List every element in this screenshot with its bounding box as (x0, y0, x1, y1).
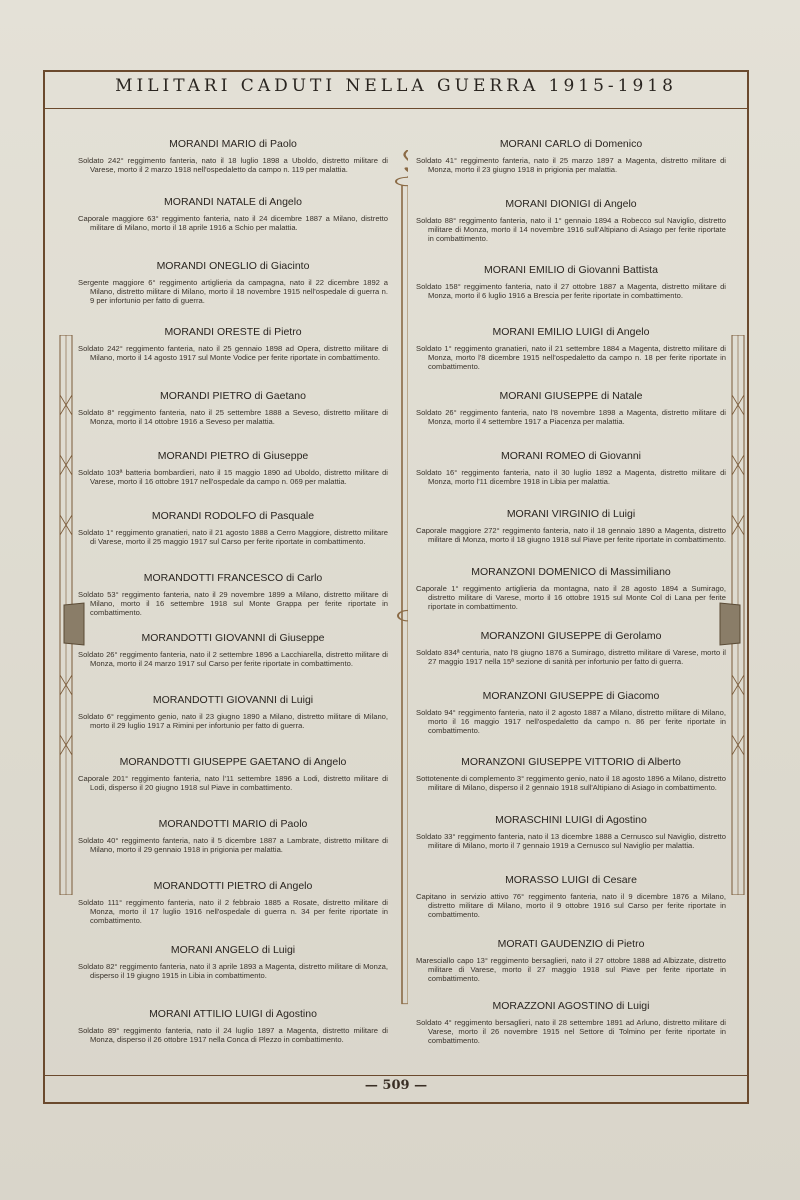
entry-description: Soldato 8° reggimento fanteria, nato il 25 settembre 1888 a Seveso, distretto militare di Monza, morto il 14 ottobre 1916 a Seveso per malattia. (78, 408, 388, 427)
entry (78, 450, 388, 486)
entry (416, 814, 726, 850)
entry-name: MORANDI ORESTE di Pietro (164, 326, 302, 338)
entry (78, 390, 388, 426)
entry-description: Soldato 33° reggimento fanteria, nato il 13 dicembre 1888 a Cernusco sul Naviglio, distretto militare di Milano, morto il 7 gennaio 1919 a Cernusco sul Naviglio per malattia. (416, 832, 726, 851)
entry-name: MORANDOTTI GIOVANNI di Luigi (152, 694, 314, 706)
entry-name: MORANDOTTI PIETRO di Angelo (153, 880, 313, 892)
entry-name: MORANI GIUSEPPE di Natale (499, 390, 643, 402)
entry-name: MORANI VIRGINIO di Luigi (506, 508, 636, 520)
entry-name: MORANZONI DOMENICO di Massimiliano (471, 566, 671, 578)
entry-name: MORANI EMILIO LUIGI di Angelo (492, 326, 650, 338)
header-rule (43, 108, 749, 109)
entry-name: MORANDI PIETRO di Giuseppe (157, 450, 309, 462)
entry (78, 944, 388, 980)
entry (78, 1008, 388, 1044)
entry (416, 566, 726, 612)
entry-name: MORAZZONI AGOSTINO di Luigi (492, 1000, 650, 1012)
entry-description: Soldato 88° reggimento fanteria, nato il 1° gennaio 1894 a Robecco sul Naviglio, distretto militare di Monza, morto il 14 novembre 1916 sull'Altipiano di Asiago per ferite riportate in combattimento. (416, 216, 726, 244)
entry-name: MORANDI ONEGLIO di Giacinto (156, 260, 310, 272)
entry-name: MORANI ANGELO di Luigi (170, 944, 296, 956)
entry (78, 326, 388, 362)
footer-rule (43, 1075, 749, 1076)
entry-description: Soldato 1° reggimento granatieri, nato il 21 agosto 1888 a Cerro Maggiore, distretto militare di Varese, morto il 25 maggio 1917 sul Carso per ferite riportate in combattimento. (78, 528, 388, 547)
entry-name: MORANDOTTI MARIO di Paolo (158, 818, 308, 830)
entry (416, 630, 726, 666)
entry-description: Sottotenente di complemento 3° reggimento genio, nato il 18 agosto 1896 a Milano, distretto militare di Milano, disperso il 2 gennaio 1918 sull'Altipiano di Asiago in combattimento. (416, 774, 726, 793)
entry-name: MORANDI RODOLFO di Pasquale (151, 510, 315, 522)
entry-description: Soldato 242° reggimento fanteria, nato il 25 gennaio 1898 ad Opera, distretto militare di Milano, morto il 14 agosto 1917 sul Monte Vodice per ferite riportate in combattimento. (78, 344, 388, 363)
entry-description: Soldato 26° reggimento fanteria, nato il 2 settembre 1896 a Lacchiarella, distretto militare di Monza, morto il 24 marzo 1917 sul Carso per ferite riportate in combattimento. (78, 650, 388, 669)
entry-name: MORANDI PIETRO di Gaetano (160, 390, 306, 402)
entry (78, 756, 388, 792)
entry (78, 138, 388, 174)
entry (416, 326, 726, 372)
entry-name: MORANDI NATALE di Angelo (164, 196, 302, 208)
entry (78, 572, 388, 618)
entry (78, 632, 388, 668)
entry-description: Soldato 82° reggimento fanteria, nato il 3 aprile 1893 a Magenta, distretto militare di Monza, disperso il 19 giugno 1915 in Libia in combattimento. (78, 962, 388, 981)
entry (78, 818, 388, 854)
entry (78, 694, 388, 730)
entry-name: MORATI GAUDENZIO di Pietro (497, 938, 645, 950)
entry-name: MORANDOTTI FRANCESCO di Carlo (143, 572, 323, 584)
entry-name: MORANI EMILIO di Giovanni Battista (484, 264, 658, 276)
entry-description: Soldato 158° reggimento fanteria, nato il 27 ottobre 1887 a Magenta, distretto militare di Monza, morto il 6 luglio 1916 a Brescia per ferite riportate in combattimento. (416, 282, 726, 301)
entry-description: Soldato 16° reggimento fanteria, nato il 30 luglio 1892 a Magenta, distretto militare di Monza, morto l'11 dicembre 1918 in Libia per malattia. (416, 468, 726, 487)
entry-name: MORANZONI GIUSEPPE di Gerolamo (480, 630, 662, 642)
rosette-icon (398, 610, 408, 620)
entry-description: Caporale 201° reggimento fanteria, nato l'11 settembre 1896 a Lodi, distretto militare di Lodi, disperso il 20 giugno 1918 sul Piave in combattimento. (78, 774, 388, 793)
entry (416, 198, 726, 244)
entry-description: Sergente maggiore 6° reggimento artiglieria da campagna, nato il 22 dicembre 1892 a Milano, distretto militare di Milano, morto il 18 novembre 1915 nell'ospedale di guerra n. 9 per infortunio per fatto di guerra. (78, 278, 388, 306)
entry-description: Soldato 6° reggimento genio, nato il 23 giugno 1890 a Milano, distretto militare di Milano, morto il 29 luglio 1917 a Rimini per infortunio per fatto di guerra. (78, 712, 388, 731)
entry-description: Caporale maggiore 63° reggimento fanteria, nato il 24 dicembre 1887 a Milano, distretto militare di Milano, morto il 18 aprile 1916 a Schio per malattia. (78, 214, 388, 233)
entry-name: MORANI ROMEO di Giovanni (500, 450, 642, 462)
center-divider-ornament (392, 150, 408, 1010)
page-number: — 509 — (364, 1078, 428, 1093)
entry (416, 756, 726, 792)
entry-name: MORANI DIONIGI di Angelo (505, 198, 637, 210)
entry (416, 390, 726, 426)
entry-description: Soldato 834ª centuria, nato l'8 giugno 1876 a Sumirago, distretto militare di Varese, morto il 27 maggio 1917 nella 15ª sezione di sanità per infortunio per fatto di guerra. (416, 648, 726, 667)
entry (416, 450, 726, 486)
entry-description: Soldato 94° reggimento fanteria, nato il 2 agosto 1887 a Milano, distretto militare di Milano, morto il 16 maggio 1917 nell'ospedaletto da campo n. 86 per ferite riportate in combattimento. (416, 708, 726, 736)
entry-description: Soldato 41° reggimento fanteria, nato il 25 marzo 1897 a Magenta, distretto militare di Monza, morto il 23 giugno 1918 in prigionia per malattia. (416, 156, 726, 175)
entry (416, 138, 726, 174)
entry-name: MORANZONI GIUSEPPE VITTORIO di Alberto (461, 756, 681, 768)
entry-name: MORANDI MARIO di Paolo (169, 138, 297, 150)
entry-description: Soldato 40° reggimento fanteria, nato il 5 dicembre 1887 a Lambrate, distretto militare di Milano, morto il 29 gennaio 1918 in prigionia per malattia. (78, 836, 388, 855)
entry-name: MORASSO LUIGI di Cesare (505, 874, 637, 886)
entry-name: MORANDOTTI GIOVANNI di Giuseppe (141, 632, 325, 644)
entry-description: Soldato 4° reggimento bersaglieri, nato il 28 settembre 1891 ad Arluno, distretto militare di Varese, morto il 26 novembre 1915 nel Settore di Tolmino per ferite riportate in combattimento. (416, 1018, 726, 1046)
torch-top-icon (396, 150, 408, 186)
entry (416, 874, 726, 920)
entry (416, 1000, 726, 1046)
entry (416, 508, 726, 544)
entry-description: Soldato 103ª batteria bombardieri, nato il 15 maggio 1890 ad Uboldo, distretto militare di Varese, morto il 16 ottobre 1917 nell'ospedale da campo n. 069 per malattia. (78, 468, 388, 487)
entry-description: Capitano in servizio attivo 76° reggimento fanteria, nato il 9 dicembre 1876 a Milano, distretto militare di Milano, morto il 9 ottobre 1916 sul Carso per ferite riportate in combattimento. (416, 892, 726, 920)
entry-name: MORANZONI GIUSEPPE di Giacomo (482, 690, 660, 702)
entry-description: Soldato 26° reggimento fanteria, nato l'8 novembre 1898 a Magenta, distretto militare di Monza, morto il 4 settembre 1917 a Piacenza per malattia. (416, 408, 726, 427)
entry-name: MORANI CARLO di Domenico (499, 138, 643, 150)
entry-description: Caporale 1° reggimento artiglieria da montagna, nato il 28 agosto 1894 a Sumirago, distretto militare di Varese, morto il 16 ottobre 1915 sul Monte Col di Lana per ferite riportate in combattimento. (416, 584, 726, 612)
entry-description: Caporale maggiore 272° reggimento fanteria, nato il 18 gennaio 1890 a Magenta, distretto militare di Monza, morto il 18 giugno 1918 sul Piave per ferite riportate in combattimento. (416, 526, 726, 545)
entry-description: Soldato 89° reggimento fanteria, nato il 24 luglio 1897 a Magenta, distretto militare di Monza, disperso il 26 ottobre 1917 nella Conca di Plezzo in combattimento. (78, 1026, 388, 1045)
entry (416, 690, 726, 736)
entry (78, 196, 388, 232)
entry-description: Soldato 53° reggimento fanteria, nato il 29 novembre 1899 a Milano, distretto militare di Milano, morto il 16 settembre 1918 sul Monte Grappa per ferite riportate in combattimento. (78, 590, 388, 618)
entry-description: Soldato 1° reggimento granatieri, nato il 21 settembre 1884 a Magenta, distretto militare di Monza, morto l'8 dicembre 1915 nell'ospedaletto da campo n. 18 per ferite riportate in combattimento. (416, 344, 726, 372)
entry (78, 880, 388, 926)
entry (78, 510, 388, 546)
page-title: MILITARI CADUTI NELLA GUERRA 1915-1918 (115, 76, 677, 96)
entry-name: MORASCHINI LUIGI di Agostino (495, 814, 647, 826)
entry-name: MORANI ATTILIO LUIGI di Agostino (149, 1008, 317, 1020)
entry (416, 264, 726, 300)
entry-description: Soldato 242° reggimento fanteria, nato il 18 luglio 1898 a Uboldo, distretto militare di Varese, morto il 2 marzo 1918 nell'ospedaletto da campo n. 119 per malattia. (78, 156, 388, 175)
entry-description: Maresciallo capo 13° reggimento bersaglieri, nato il 27 ottobre 1888 ad Albizzate, distretto militare di Varese, morto il 27 maggio 1918 sul Piave per ferite riportate in combattimento. (416, 956, 726, 984)
entry-name: MORANDOTTI GIUSEPPE GAETANO di Angelo (119, 756, 347, 768)
entry-description: Soldato 111° reggimento fanteria, nato il 2 febbraio 1885 a Rosate, distretto militare di Monza, morto il 17 luglio 1916 nell'ospedale di guerra n. 34 per ferite riportate in combattimento. (78, 898, 388, 926)
entry (78, 260, 388, 306)
entry (416, 938, 726, 984)
